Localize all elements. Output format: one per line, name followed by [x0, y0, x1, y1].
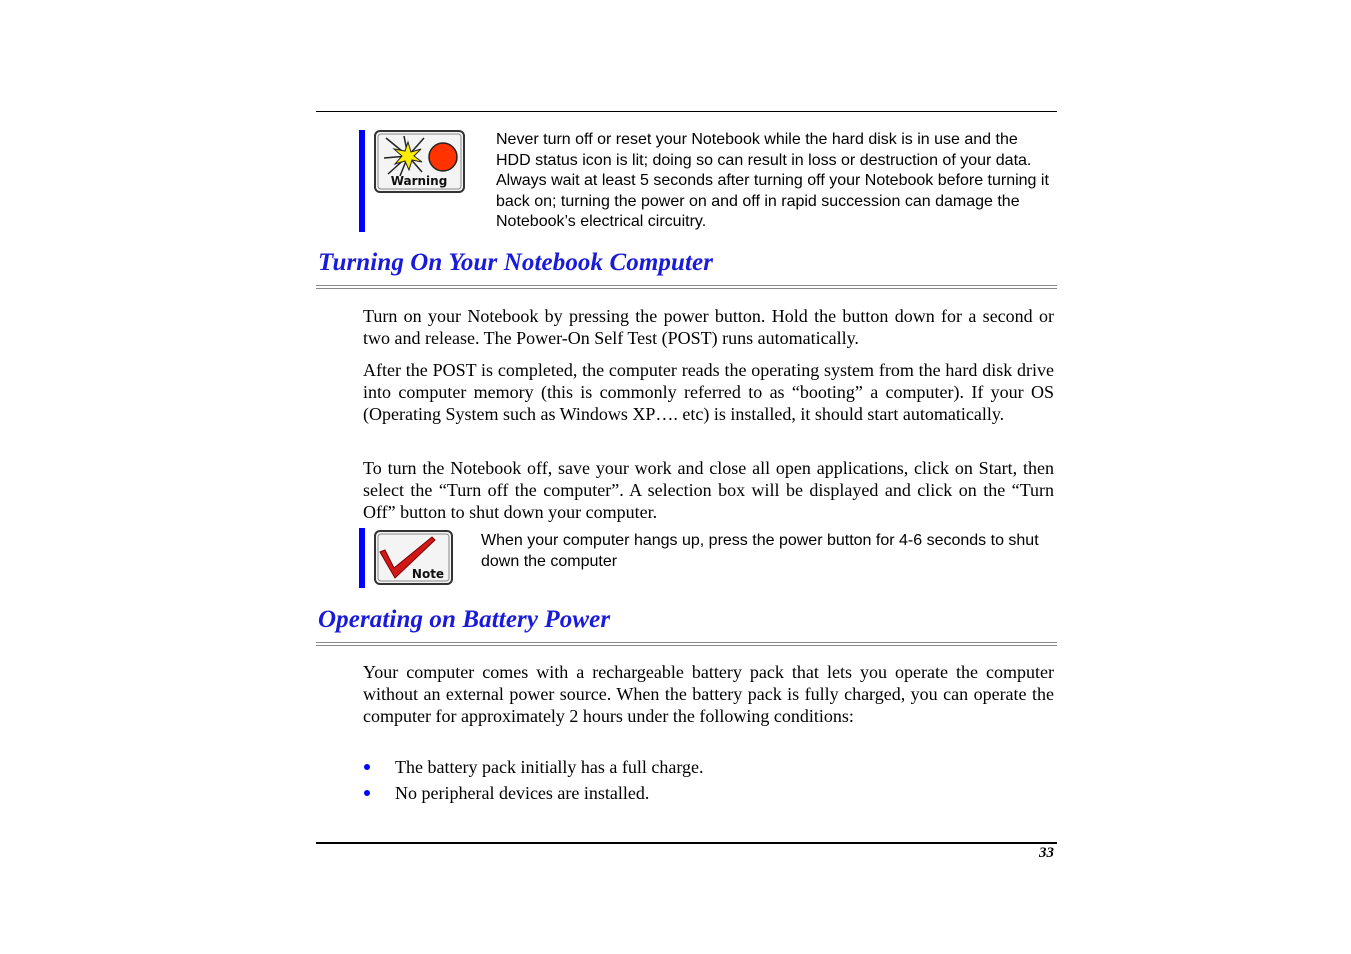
- bullet-dot: [364, 764, 370, 770]
- warning-accent-bar: [359, 130, 365, 232]
- bottom-rule: [316, 842, 1057, 844]
- section-heading-battery-power: Operating on Battery Power: [318, 606, 611, 633]
- paragraph-post-booting: After the POST is completed, the computer reads the operating system from the hard disk drive into computer memory (this is commonly referred to as “booting” a computer). If your OS (Operating System such as Windows XP…. etc) is installed, it should start automatically.: [363, 360, 1054, 425]
- paragraph-battery-intro: Your computer comes with a rechargeable battery pack that lets you operate the computer without an external power source. When the battery pack is fully charged, you can operate the computer for approximately 2 hours under the following conditions:: [363, 662, 1054, 727]
- warning-icon-label: Warning: [390, 174, 448, 188]
- section-heading-rule: [316, 642, 1057, 646]
- section-heading-rule: [316, 285, 1057, 289]
- warning-icon: [374, 130, 465, 193]
- paragraph-turn-off: To turn the Notebook off, save your work and close all open applications, click on Start, then select the “Turn off the computer”. A selection box will be displayed and click on the “Turn Off” button to shut down your computer.: [363, 458, 1054, 523]
- note-accent-bar: [359, 528, 365, 588]
- warning-text: Never turn off or reset your Notebook while the hard disk is in use and the HDD status icon is lit; doing so can result in loss or destruction of your data. Always wait at least 5 seconds after turning off your Notebook before turning it back on; turning the power on and off in rapid succession can damage the Notebook’s electrical circuitry.: [496, 131, 1049, 230]
- bullet-text: No peripheral devices are installed.: [395, 783, 650, 803]
- bullet-text: The battery pack initially has a full charge.: [395, 757, 704, 777]
- top-rule: [316, 111, 1057, 112]
- paragraph-power-on: Turn on your Notebook by pressing the power button. Hold the button down for a second or two and release. The Power-On Self Test (POST) runs automatically.: [363, 306, 1054, 349]
- page-number: 33: [1039, 845, 1054, 861]
- note-icon-label: Note: [411, 567, 445, 581]
- note-text: When your computer hangs up, press the power button for 4-6 seconds to shut down the computer: [481, 532, 1039, 570]
- bullet-dot: [364, 790, 370, 796]
- section-heading-turning-on: Turning On Your Notebook Computer: [318, 249, 714, 276]
- note-icon: [374, 530, 453, 585]
